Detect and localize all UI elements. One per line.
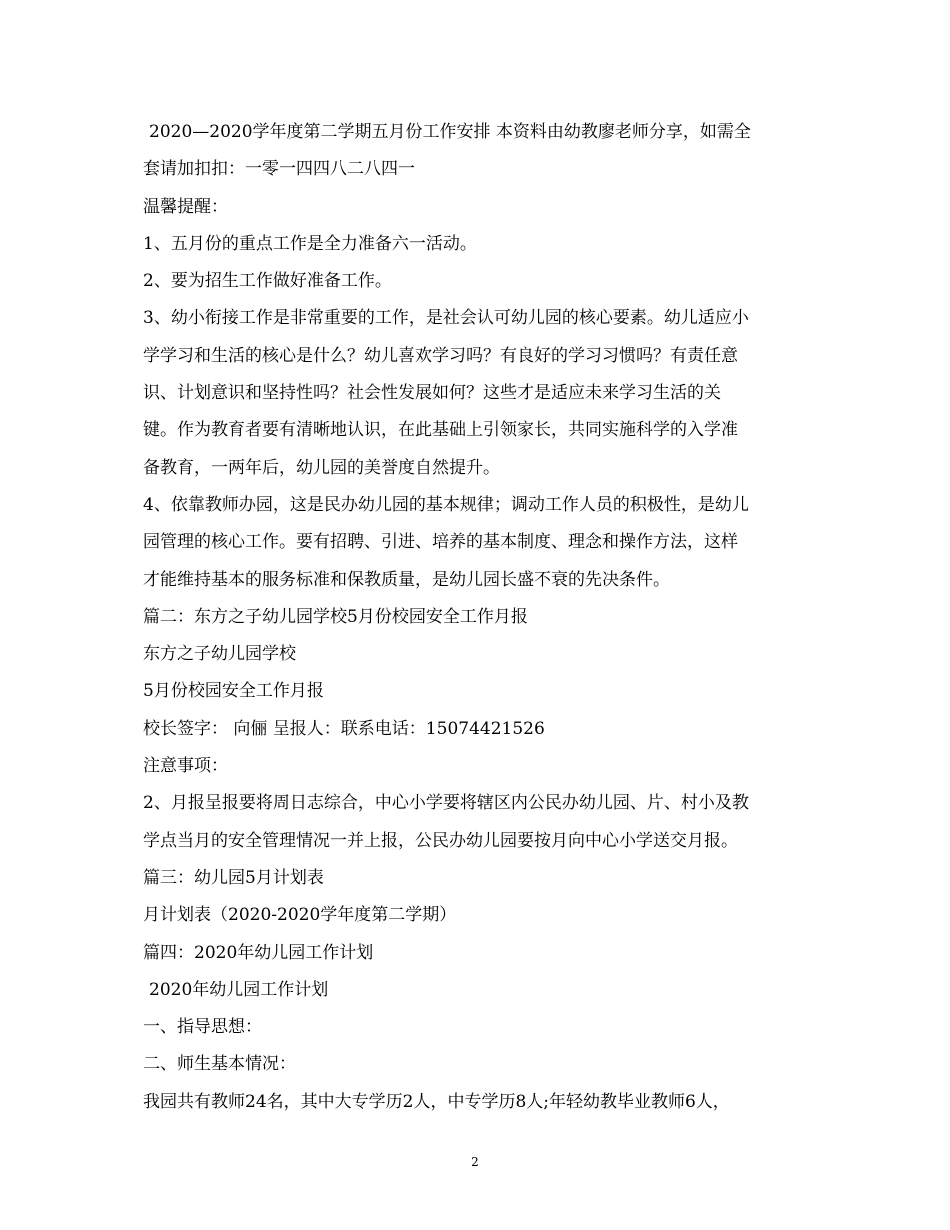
section-heading: 篇三：幼儿园5月计划表 [143,867,324,888]
text-line: 5月份校园安全工作月报 [143,681,324,702]
text-line: 园管理的核心工作。要有招聘、引进、培养的基本制度、理念和操作方法，这样 [143,532,738,553]
text-line: 备教育，一两年后，幼儿园的美誉度自然提升。 [143,457,500,478]
section-heading: 篇二：东方之子幼儿园学校5月份校园安全工作月报 [143,606,528,627]
text-line: 温馨提醒： [143,196,228,217]
page-number: 2 [471,1155,479,1169]
document-body [143,117,808,1124]
text-line: 注意事项： [143,756,228,777]
text-line: 4、依靠教师办园，这是民办幼儿园的基本规律；调动工作人员的积极性，是幼儿 [143,494,749,515]
text-line: 键。作为教育者要有清晰地认识，在此基础上引领家长，共同实施科学的入学准 [143,420,738,441]
text-line: 2020—2020学年度第二学期五月份工作安排 本资料由幼教廖老师分享，如需全 [149,122,751,142]
text-line: 二、师生基本情况： [143,1054,296,1075]
text-line: 才能维持基本的服务标准和保教质量，是幼儿园长盛不衰的先决条件。 [143,569,670,590]
text-line: 1、五月份的重点工作是全力准备六一活动。 [143,233,477,254]
text-line: 2、要为招生工作做好准备工作。 [143,271,392,292]
text-line: 东方之子幼儿园学校 [143,644,296,665]
text-line: 校长签字： 向俪 呈报人：联系电话：15074421526 [143,718,545,739]
section-heading: 篇四：2020年幼儿园工作计划 [143,942,374,963]
text-line: 月计划表（2020-2020学年度第二学期） [143,905,457,926]
text-line: 2020年幼儿园工作计划 [149,979,329,1000]
text-line: 2、月报呈报要将周日志综合，中心小学要将辖区内公民办幼儿园、片、村小及教 [143,793,749,814]
text-line: 3、幼小衔接工作是非常重要的工作，是社会认可幼儿园的核心要素。幼儿适应小 [143,308,749,329]
text-line: 我园共有教师24名，其中大专学历2人，中专学历8人;年轻幼教毕业教师6人， [143,1091,730,1112]
text-line: 学学习和生活的核心是什么？幼儿喜欢学习吗？有良好的学习习惯吗？有责任意 [143,345,738,366]
text-line: 学点当月的安全管理情况一并上报，公民办幼儿园要按月向中心小学送交月报。 [143,830,738,851]
text-line: 识、计划意识和坚持性吗？社会性发展如何？这些才是适应未来学习生活的关 [143,383,721,404]
text-line: 一、指导思想： [143,1017,262,1038]
text-line: 套请加扣扣：一零一四四八二八四一 [143,159,415,180]
